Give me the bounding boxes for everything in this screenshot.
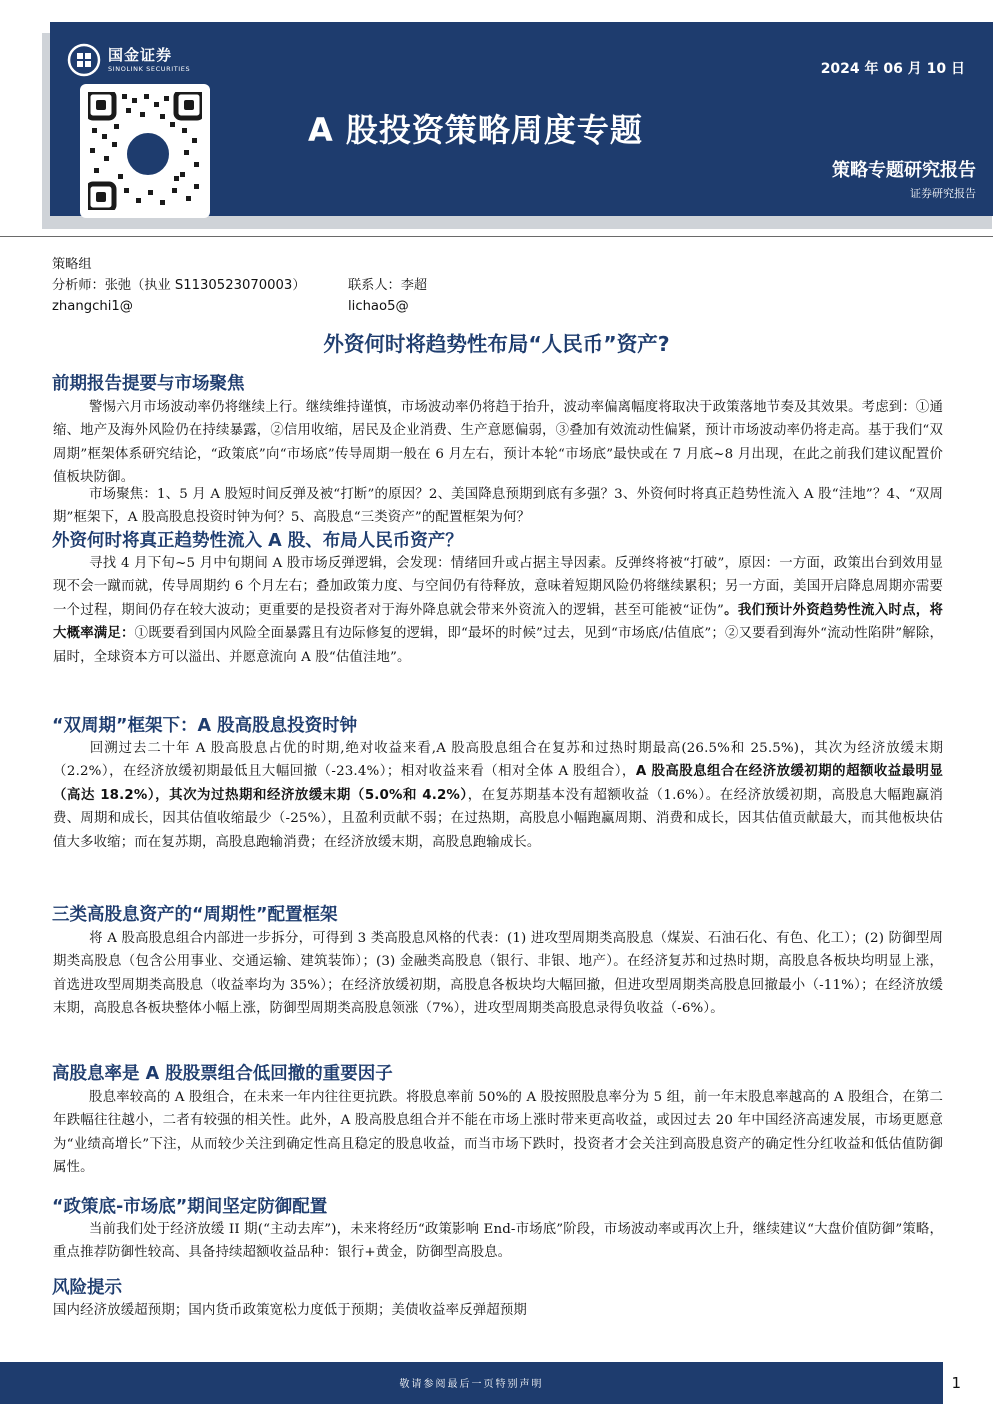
section-heading-6: “政策底-市场底”期间坚定防御配置 xyxy=(52,1197,328,1217)
report-type: 策略专题研究报告 xyxy=(832,160,976,181)
footer-disclaimer[interactable]: 敬请参阅最后一页特别声明 xyxy=(399,1379,544,1390)
analyst-email[interactable]: zhangchi1@ xyxy=(52,299,133,314)
footer-bar xyxy=(0,1362,943,1404)
contact-name: 联系人：李超 xyxy=(348,278,428,293)
section-7-paragraph-1: 国内经济放缓超预期；国内货币政策宽松力度低于预期；美债收益率反弹超预期 xyxy=(53,1303,527,1318)
page-number: 1 xyxy=(951,1374,961,1392)
logo-mark-icon xyxy=(67,43,101,77)
qr-center-logo xyxy=(124,130,172,178)
report-series-title: A 股投资策略周度专题 xyxy=(308,111,643,149)
company-logo xyxy=(67,42,190,78)
section-2-paragraph-1: 寻找 4 月下旬~5 月中旬期间 A 股市场反弹逻辑，会发现：情绪回升或占据主导因素。反弹终将被“打破”，原因：一方面，政策出台到效用显现不会一蹴而就，传导周期约 6 个月左右；叠加政策力度、与空间仍有待释放，意味着短期风险仍将继续累积；另一方面，美国开启降息周期亦需要一个过程，期间仍存在较大波动；更重要的是投资者对于海外降息就会带来外资流入的逻辑，甚至可能被“证伪”。我们预计外资趋势性流入时点，将大概率满足：①既要看到国内风险全面暴露且有边际修复的逻辑，即“最坏的时候”过去，见到“市场底/估值底”；②又要看到海外“流动性陷阱”解除，届时，全球资本方可以溢出、并愿意流向 A 股“估值洼地”。 xyxy=(53,556,943,665)
section-heading-7: 风险提示 xyxy=(52,1278,122,1298)
section-heading-1: 前期报告提要与市场聚焦 xyxy=(52,374,245,394)
section-6-paragraph-1: 当前我们处于经济放缓 II 期(“主动去库”)，未来将经历“政策影响 End-市场底”阶段，市场波动率或再次上升，继续建议“大盘价值防御”策略，重点推荐防御性较高、具备持续超额收益品种：银行+黄金，防御型高股息。 xyxy=(53,1222,943,1261)
section-4-paragraph-1: 将 A 股高股息组合内部进一步拆分，可得到 3 类高股息风格的代表：(1) 进攻型周期类高股息（煤炭、石油石化、有色、化工）；(2) 防御型周期类高股息（包含公用事业、交通运输、建筑装饰）；(3) 金融类高股息（银行、非银、地产）。在经济复苏和过热时期，高股息各板块均明显上涨，首选进攻型周期类高股息（收益率均为 35%）；在经济放缓初期，高股息各板块均大幅回撤，但进攻型周期类高股息回撤最小（-11%）；在经济放缓末期，高股息各板块整体小幅上涨，防御型周期类高股息领涨（7%），进攻型周期类高股息录得负收益（-6%）。 xyxy=(53,931,943,1017)
author-group: 策略组 xyxy=(52,257,92,272)
author-block xyxy=(52,254,428,317)
author-row-email xyxy=(52,296,409,317)
section-5-paragraph-1: 股息率较高的 A 股组合，在未来一年内往往更抗跌。将股息率前 50%的 A 股按照股息率分为 5 组，前一年末股息率越高的 A 股组合，在第二年跌幅往往越小，二者有较强的相关性。此外，A 股高股息组合并不能在市场上涨时带来更高收益，或因过去 20 年中国经济高速发展，市场更愿意为“业绩高增长”下注，从而较少关注到确定性高且稳定的股息收益，而当市场下跌时，投资者才会关注到高股息资产的确定性分红收益和低估值防御属性。 xyxy=(53,1090,943,1176)
section-1-paragraph-1: 警惕六月市场波动率仍将继续上行。继续维持谨慎，市场波动率仍将趋于抬升，波动率偏离幅度将取决于政策落地节奏及其效果。考虑到：①通缩、地产及海外风险仍在持续暴露，②信用收缩，居民及企业消费、生产意愿偏弱，③叠加有效流动性偏紧，预计市场波动率仍将走高。基于我们“双周期”框架体系研究结论，“政策底”向“市场底”传导周期一般在 6 月左右，预计本轮“市场底”最快或在 7 月底~8 月出现，在此之前我们建议配置价值板块防御。 xyxy=(53,400,943,486)
report-subtype: 证券研究报告 xyxy=(910,187,976,200)
section-heading-4: 三类高股息资产的“周期性”配置框架 xyxy=(52,905,338,925)
logo-name-cn: 国金证券 xyxy=(108,46,173,64)
section-heading-2: 外资何时将真正趋势性流入 A 股、布局人民币资产？ xyxy=(52,531,463,551)
author-row-analyst xyxy=(52,275,428,296)
header-divider xyxy=(0,236,993,237)
section-heading-3: “双周期”框架下：A 股高股息投资时钟 xyxy=(52,716,358,736)
document-title: 外资何时将趋势性布局“人民币”资产? xyxy=(323,332,670,356)
qr-code xyxy=(80,84,210,218)
analyst-name: 分析师：张弛（执业 S1130523070003） xyxy=(52,278,306,293)
section-1-paragraph-2: 市场聚焦：1、5 月 A 股短时间反弹及被“打断”的原因？2、美国降息预期到底有多强？3、外资何时将真正趋势性流入 A 股“洼地”？4、“双周期”框架下，A 股高股息投资时钟为何？5、高股息“三类资产”的配置框架为何？ xyxy=(53,487,943,526)
logo-name-en: SINOLINK SECURITIES xyxy=(108,65,191,73)
section-3-paragraph-1: 回溯过去二十年 A 股高股息占优的时期,绝对收益来看,A 股高股息组合在复苏和过热时期最高(26.5%和 25.5%)，其次为经济放缓末期（2.2%），在经济放缓初期最低且大幅回撤（-23.4%）；相对收益来看（相对全体 A 股组合），A 股高股息组合在经济放缓初期的超额收益最明显（高达 18.2%），其次为过热期和经济放缓末期（5.0%和 4.2%），在复苏期基本没有超额收益（1.6%）。在经济放缓初期，高股息大幅跑赢消费、周期和成长，因其估值收缩最少（-25%），且盈利贡献不弱；在过热期，高股息小幅跑赢周期、消费和成长，因其估值贡献最大，而其他板块估值大多收缩；而在复苏期，高股息跑输消费；在经济放缓末期，高股息跑输成长。 xyxy=(53,741,943,850)
section-heading-5: 高股息率是 A 股股票组合低回撤的重要因子 xyxy=(52,1064,393,1084)
report-header xyxy=(50,22,993,216)
contact-email[interactable]: lichao5@ xyxy=(348,299,409,314)
report-date: 2024 年 06 月 10 日 xyxy=(820,61,965,77)
